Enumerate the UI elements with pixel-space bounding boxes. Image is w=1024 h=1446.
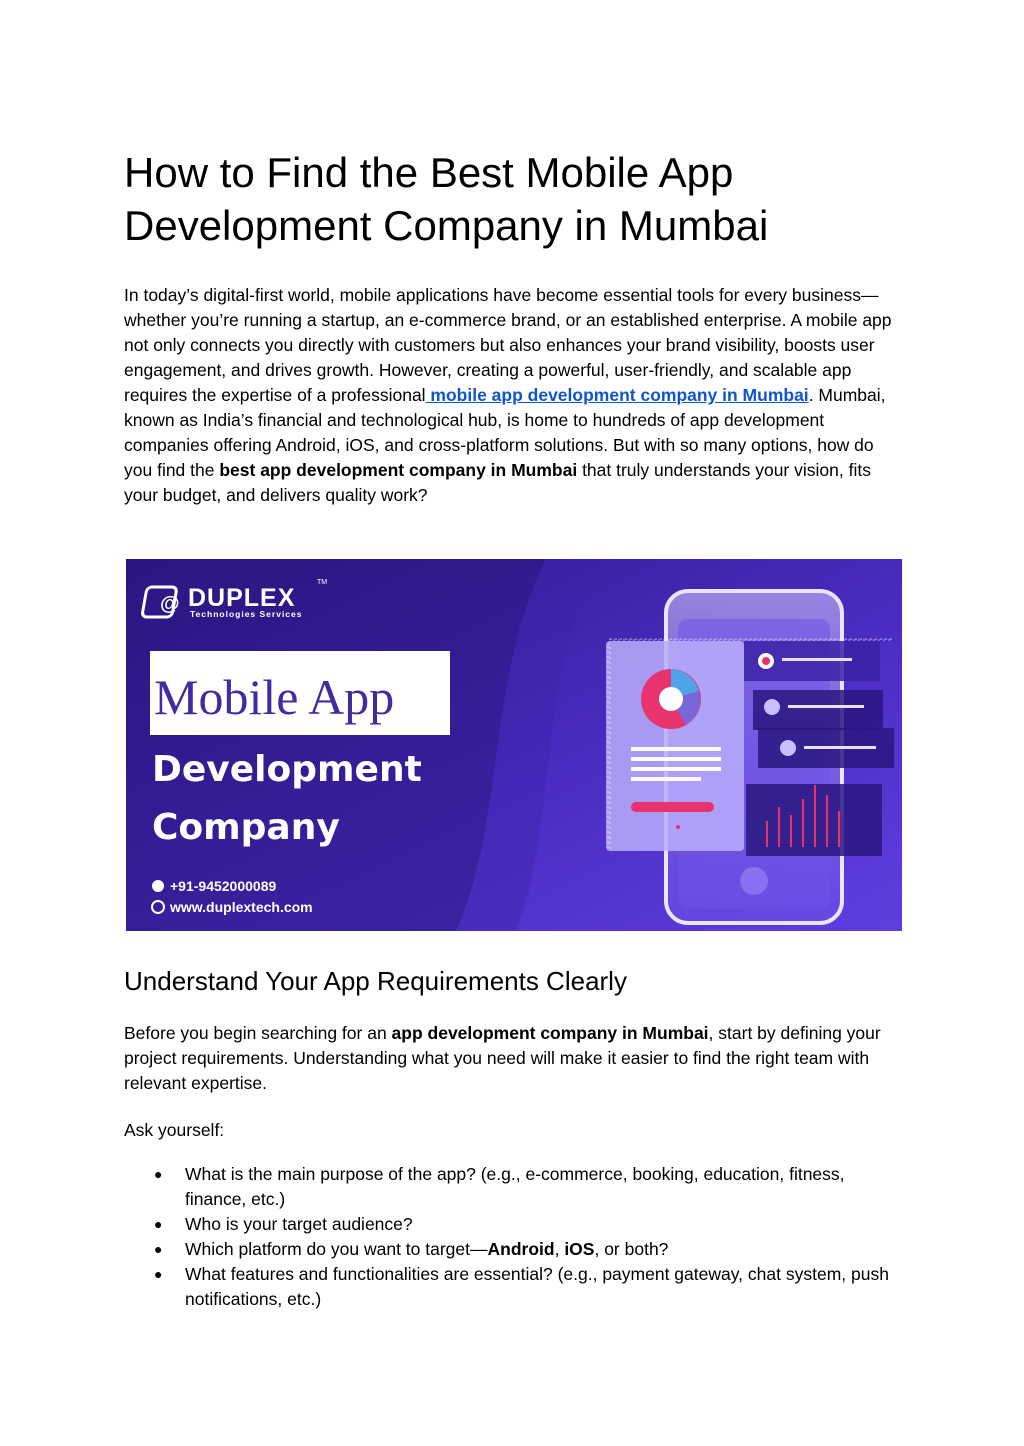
- headline-line-1: Mobile App: [154, 669, 395, 725]
- page-title: How to Find the Best Mobile App Development Company in Mumbai: [124, 149, 769, 249]
- list-item-sep: ,: [554, 1239, 565, 1259]
- mobile-app-company-link[interactable]: mobile app development company in Mumbai: [425, 385, 809, 405]
- bullet-icon: ●: [154, 1266, 163, 1282]
- banner-graphic: [126, 559, 902, 931]
- list-item: [124, 1212, 904, 1237]
- banner-website: www.duplextech.com: [170, 899, 313, 915]
- list-item: [124, 1262, 904, 1312]
- intro-text-2: . Mumbai, known as India’s financial and technological hub, is home to hundreds of app development companies offering Android, iOS, and cross-platform solutions. But with so many options, how do you find the: [124, 385, 886, 480]
- logo-subtitle: Technologies Services: [190, 609, 303, 619]
- bullet-icon: ●: [154, 1241, 163, 1257]
- list-item-text: What features and functionalities are essential? (e.g., payment gateway, chat system, push notifications, etc.): [185, 1264, 889, 1309]
- logo-name: DUPLEX: [188, 584, 296, 612]
- list-item-text: What is the main purpose of the app? (e.g., e-commerce, booking, education, fitness, finance, etc.): [185, 1164, 845, 1209]
- ios-bold: iOS: [564, 1239, 595, 1259]
- bullet-icon: ●: [154, 1166, 163, 1182]
- section-paragraph: [124, 1021, 904, 1096]
- svg-text:@: @: [160, 593, 180, 615]
- logo-tm: TM: [317, 579, 328, 586]
- banner-image: [126, 559, 902, 931]
- intro-text-1: In today’s digital-first world, mobile applications have become essential tools for every business—whether you’re running a startup, an e-commerce brand, or an established enterprise. A mobile app not only connects you directly with customers but also enhances your brand visibility, boosts user engagement, and drives growth. However, creating a powerful, user-friendly, and scalable app requires the expertise of a professional: [124, 285, 892, 405]
- section-text-2: , start by defining your project requirements. Understanding what you need will make it easier to find the right team with relevant expertise.: [124, 1023, 881, 1093]
- list-item-text: Who is your target audience?: [185, 1214, 413, 1234]
- list-item-text: Which platform do you want to target—: [185, 1239, 488, 1259]
- intro-paragraph: [124, 283, 904, 508]
- banner-phone: +91-9452000089: [170, 878, 277, 894]
- list-item: [124, 1237, 904, 1262]
- phone-icon: [152, 880, 164, 892]
- ask-yourself: Ask yourself:: [124, 1120, 225, 1140]
- headline-line-3: Company: [152, 807, 340, 848]
- intro-bold: best app development company in Mumbai: [219, 460, 578, 480]
- section-bold: app development company in Mumbai: [391, 1023, 709, 1043]
- section-text-1: Before you begin searching for an: [124, 1023, 392, 1043]
- requirements-list: [124, 1162, 904, 1312]
- bullet-icon: ●: [154, 1216, 163, 1232]
- section-heading: Understand Your App Requirements Clearly: [124, 966, 627, 996]
- list-item: [124, 1162, 904, 1212]
- list-item-text-end: , or both?: [594, 1239, 669, 1259]
- headline-line-2: Development: [152, 749, 422, 790]
- intro-text-3: that truly understands your vision, fits your budget, and delivers quality work?: [124, 460, 871, 505]
- android-bold: Android: [487, 1239, 555, 1259]
